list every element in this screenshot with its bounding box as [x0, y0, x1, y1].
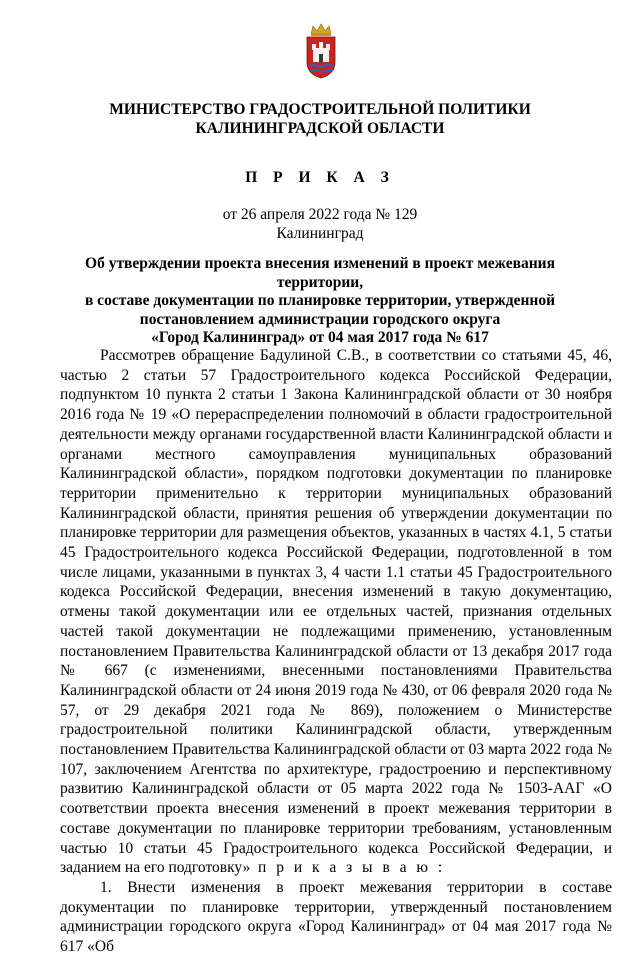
subject-line4: «Город Калининград» от 04 мая 2017 года № 617 — [151, 329, 489, 346]
order-meta — [0, 205, 640, 243]
order-title: П Р И К А З — [245, 169, 395, 186]
order-body — [60, 346, 612, 957]
ministry-name — [0, 100, 640, 138]
preamble-paragraph — [60, 346, 612, 878]
subject-line3: постановлением администрации городского округа — [139, 310, 501, 328]
order-city: Калининград — [276, 225, 364, 242]
subject-line2: в составе документации по планировке территории, утвержденной — [84, 292, 556, 309]
coat-of-arms-icon — [303, 22, 339, 80]
preamble-text: Рассмотрев обращение Бадулиной С.В., в соответствии со статьями 45, 46, частью 2 статьи 57 Градостроительного кодекса Российской Федерации, подпунктом 10 пункта 2 статьи 1 Закона Калининградской области от 30 ноября 2016 года № 19 «О перераспределении полномочий в области градостроительной деятельности между органами государственной власти Калининградской области и органами местного самоуправления муниципальных образований Калининградской области», порядком подготовки документации по планировке территории применительно к территории муниципальных образований Калининградской области, принятия решения об утверждении документации по планировке территории для размещения объектов, указанных в частях 4.1, 5 статьи 45 Градостроительного кодекса Российской Федерации, подготовленной в том числе лицами, указанными в пунктах 3, 4 части 1.1 статьи 45 Градостроительного кодекса Российской Федерации, внесения изменений в такую документацию, отмены такой документации или ее отдельных частей, признания отдельных частей такой документации не подлежащими применению, установленным постановлением Правительства Калининградской области от 13 декабря 2017 года № 667 (с изменениями, внесенными постановлениями Правительства Калининградской области от 24 июня 2019 года № 430, от 06 февраля 2020 года № 57, от 29 декабря 2021 года № 869), положением о Министерстве градостроительной политики Калининградской области, утвержденным постановлением Правительства Калининградской области от 03 марта 2022 года № 107, заключением Агентства по архитектуре, градостроению и перспективному развитию Калининградской области от 05 марта 2022 года № 1503-ААГ «О соответствии проекта внесения изменений в проект межевания территории в составе документации по планировке территории требованиям, установленным частью 10 статьи 45 Градостроительного кодекса Российской Федерации, и заданием на его подготовку» — [60, 347, 612, 877]
order-date-number: от 26 апреля 2022 года № 129 — [222, 206, 418, 223]
ministry-name-line2: КАЛИНИНГРАДСКОЙ ОБЛАСТИ — [195, 120, 445, 137]
clause-1-paragraph: 1. Внести изменения в проект межевания территории в составе документации по планировке территории, утвержденный постановлением администрации городского округа «Город Калининград» от 04 мая 2017 года № 617 «Об — [60, 878, 612, 956]
ministry-name-line1: МИНИСТЕРСТВО ГРАДОСТРОИТЕЛЬНОЙ ПОЛИТИКИ — [109, 101, 531, 118]
order-subject — [60, 255, 580, 348]
order-verb: п р и к а з ы в а ю : — [258, 859, 446, 877]
subject-line1: Об утверждении проекта внесения изменений в проект межевания территории, — [85, 255, 555, 291]
